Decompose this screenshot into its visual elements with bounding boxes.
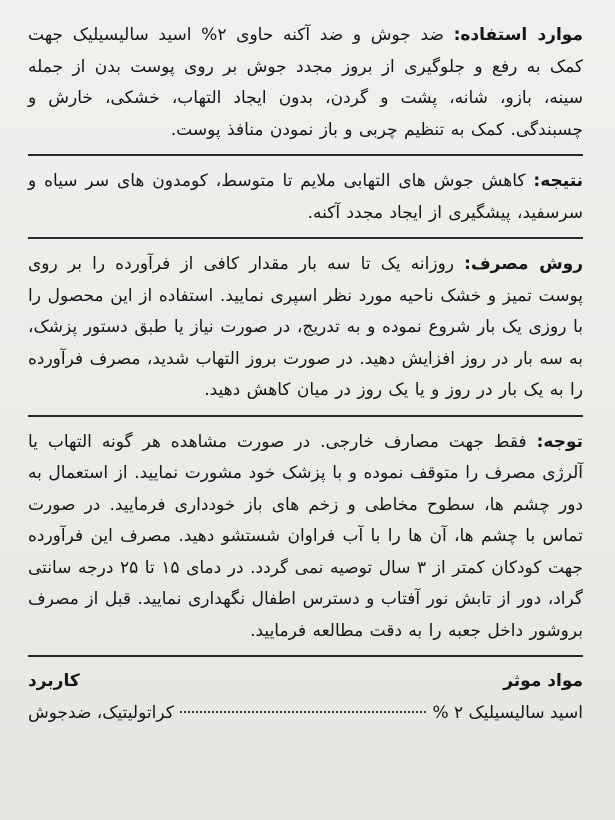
dotted-leader xyxy=(180,711,427,713)
usage-section xyxy=(28,20,583,146)
ingredient-row xyxy=(28,699,583,727)
result-label: نتیجه: xyxy=(533,171,584,191)
divider xyxy=(28,415,583,417)
result-section xyxy=(28,166,583,229)
divider xyxy=(28,154,583,156)
result-text: کاهش جوش های التهابی ملایم تا متوسط، کومدون های سر سیاه و سرسفید، پیشگیری از ایجاد مجدد آکنه. xyxy=(28,171,583,223)
ingredients-header-usage: کاربرد xyxy=(28,671,80,691)
ingredients-header xyxy=(28,667,583,695)
method-section xyxy=(28,249,583,407)
warning-section xyxy=(28,427,583,648)
divider xyxy=(28,237,583,239)
warning-label: توجه: xyxy=(536,431,584,452)
warning-text: فقط جهت مصارف خارجی. در صورت مشاهده هر گونه التهاب یا آلرژی مصرف را متوقف نموده و با پزشک خود مشورت نمایید. از استعمال به دور چشم ها، سطوح مخاطی و زخم های باز خودداری فرمایید. در صورت تماس با چشم ها، آن ها را با آب فراوان شستشو دهید. مصرف این فرآورده جهت کودکان کمتر از ۳ سال توصیه نمی گردد. در دمای ۱۵ تا ۲۵ درجه سانتی گراد، دور از تابش نور آفتاب و دسترس اطفال نگهداری نمایید. قبل از مصرف بروشور داخل جعبه را به دقت مطالعه فرمایید. xyxy=(28,431,583,641)
usage-text: ضد جوش و ضد آکنه حاوی ۲% اسید سالیسیلیک جهت کمک به رفع و جلوگیری از بروز مجدد جوش بر روی پوست بدن از جمله سینه، بازو، شانه، پشت و گردن، بدون ایجاد التهاب، خشکی، خارش و چسبندگی. کمک به تنظیم چربی و باز نمودن منافذ پوست. xyxy=(28,25,583,140)
usage-label: موارد استفاده: xyxy=(453,25,583,45)
ingredient-use: کراتولیتیک، ضدجوش xyxy=(28,703,174,723)
method-text: روزانه یک تا سه بار مقدار کافی از فرآورده را بر روی پوست تمیز و خشک ناحیه مورد نظر اسپری نمایید. استفاده از این محصول را با روزی یک بار شروع نموده و به تدریج، در صورت نیاز یا طبق دستور پزشک، به سه بار در روز افزایش دهید. در صورت بروز التهاب شدید، مصرف فرآورده را به یک بار در روز و یا یک روز در میان کاهش دهید. xyxy=(28,254,583,400)
ingredients-header-active: مواد موثر xyxy=(503,671,583,691)
ingredient-name: اسید سالیسیلیک ۲ % xyxy=(432,703,583,723)
divider xyxy=(28,655,583,657)
method-label: روش مصرف: xyxy=(464,254,584,274)
